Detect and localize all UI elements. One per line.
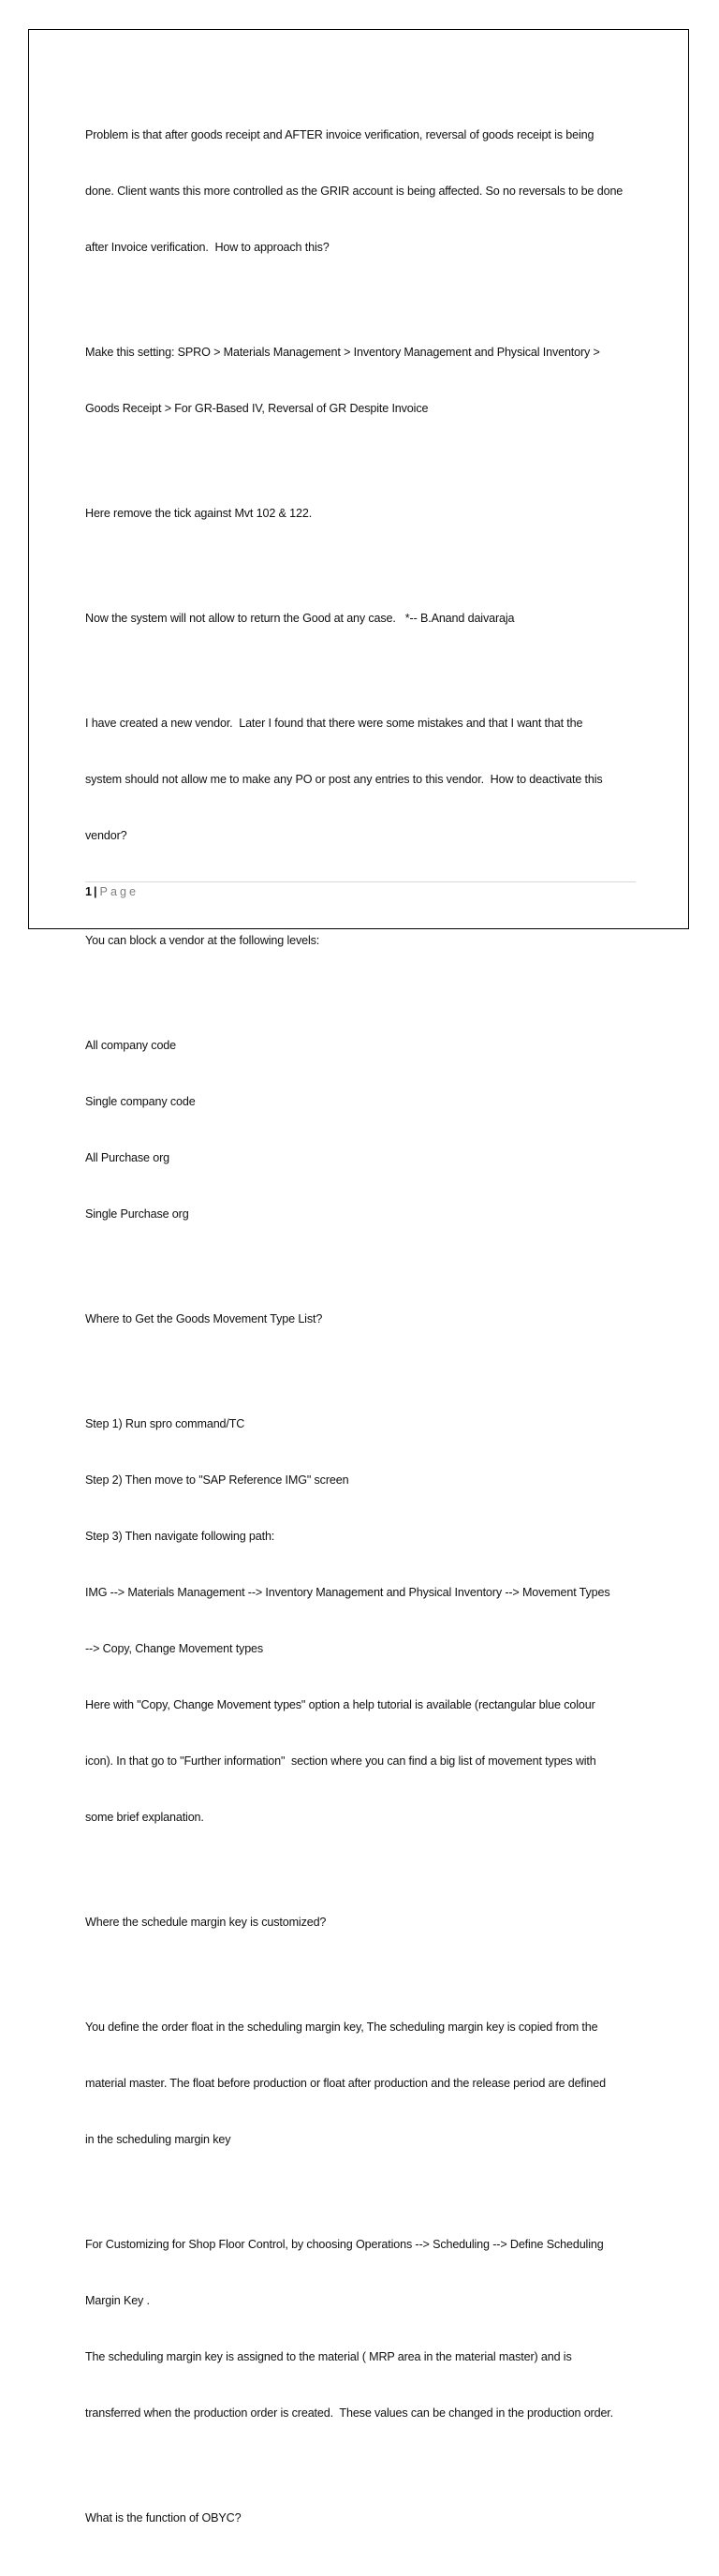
text-line: Goods Receipt > For GR-Based IV, Reversal of GR Despite Invoice [85, 402, 429, 415]
text-line: some brief explanation. [85, 1811, 204, 1824]
list-item: All Purchase org [85, 1151, 169, 1164]
text-line: I have created a new vendor. Later I found that there were some mistakes and that I want that the [85, 717, 583, 730]
text-line: Where the schedule margin key is customized? [85, 1916, 327, 1929]
paragraph-steps [85, 1377, 647, 1864]
text-line: material master. The float before production or float after production and the release period are defined [85, 2077, 606, 2090]
text-line: Now the system will not allow to return the Good at any case. *-- B.Anand daivaraja [85, 612, 515, 625]
text-line: done. Client wants this more controlled as the GRIR account is being affected. So no reversals to be done [85, 185, 624, 198]
text-line: You can block a vendor at the following levels: [85, 934, 320, 947]
text-line: Where to Get the Goods Movement Type List? [85, 1312, 323, 1325]
paragraph-problem [85, 88, 647, 294]
list-item: All company code [85, 1039, 177, 1052]
text-line: Problem is that after goods receipt and AFTER invoice verification, reversal of goods receipt is being [85, 128, 594, 141]
text-line: in the scheduling margin key [85, 2133, 231, 2146]
text-line: What is the function of OBYC? [85, 2511, 242, 2524]
footer-divider [85, 881, 636, 882]
paragraph-setting [85, 305, 647, 455]
paragraph-system-note [85, 571, 647, 665]
text-line: You define the order float in the scheduling margin key, The scheduling margin key is copied from the [85, 2021, 598, 2034]
text-line: Here with "Copy, Change Movement types" option a help tutorial is available (rectangular blue colour [85, 1698, 595, 1711]
text-line: vendor? [85, 829, 127, 842]
list-item: Single Purchase org [85, 1207, 189, 1221]
text-line: Make this setting: SPRO > Materials Management > Inventory Management and Physical Inventory > [85, 346, 600, 359]
paragraph-order-float [85, 1980, 647, 2186]
text-line: after Invoice verification. How to approach this? [85, 241, 330, 254]
document-body [85, 88, 647, 2576]
page-number: 1 [85, 885, 93, 898]
text-line: IMG --> Materials Management --> Inventory Management and Physical Inventory --> Movement Types [85, 1586, 610, 1599]
page-footer [85, 883, 139, 900]
document-page [28, 29, 689, 2524]
footer-separator: | [94, 885, 97, 898]
page-label: Page [99, 885, 139, 898]
text-line: Step 1) Run spro command/TC [85, 1417, 245, 1430]
text-line: transferred when the production order is created. These values can be changed in the production order. [85, 2406, 613, 2420]
paragraph-margin-question [85, 1875, 647, 1969]
paragraph-level-list [85, 999, 647, 1261]
text-line: For Customizing for Shop Floor Control, by choosing Operations --> Scheduling --> Define Scheduling [85, 2238, 604, 2251]
text-line: Here remove the tick against Mvt 102 & 122. [85, 507, 313, 520]
paragraph-obyc-question [85, 2471, 647, 2565]
text-line: Step 3) Then navigate following path: [85, 1530, 275, 1543]
text-line: Step 2) Then move to "SAP Reference IMG" screen [85, 1473, 349, 1487]
text-line: system should not allow me to make any PO or post any entries to this vendor. How to deactivate this [85, 773, 603, 786]
text-line: --> Copy, Change Movement types [85, 1642, 264, 1655]
paragraph-customizing [85, 2198, 647, 2460]
text-line: icon). In that go to "Further information" section where you can find a big list of movement types with [85, 1754, 596, 1768]
text-line: The scheduling margin key is assigned to the material ( MRP area in the material master) and is [85, 2350, 572, 2363]
text-line: Margin Key . [85, 2294, 150, 2307]
paragraph-remove-tick [85, 466, 647, 560]
paragraph-vendor-question [85, 676, 647, 882]
list-item: Single company code [85, 1095, 196, 1108]
paragraph-block-levels [85, 894, 647, 987]
paragraph-movement-question [85, 1272, 647, 1366]
